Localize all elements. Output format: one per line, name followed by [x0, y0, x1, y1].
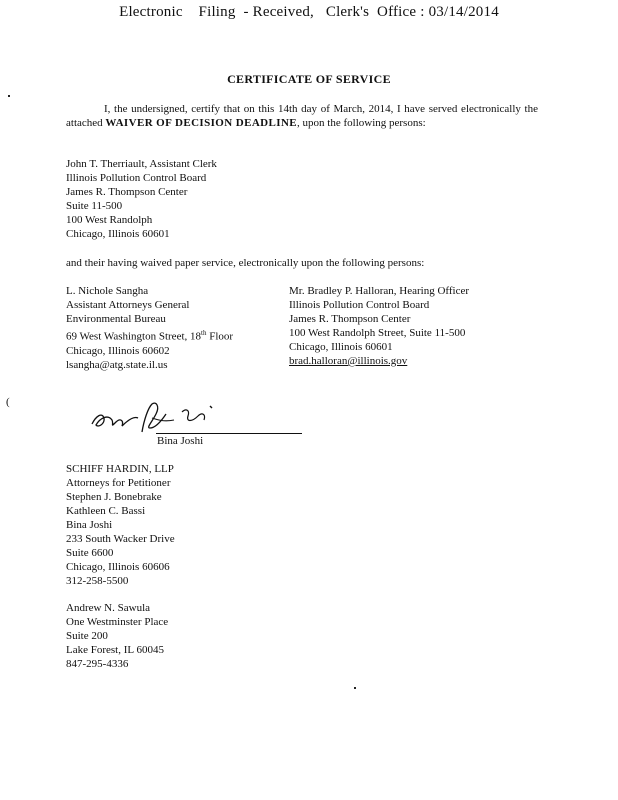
address-line: Suite 11-500 [66, 200, 123, 212]
address-line: Chicago, Illinois 60601 [66, 228, 170, 240]
party-street: 100 West Randolph Street, Suite 11-500 [289, 327, 466, 339]
party-title: Assistant Attorneys General [66, 299, 190, 311]
header-part: Office [377, 4, 417, 20]
header-part: Electronic [119, 4, 183, 20]
party-org: Illinois Pollution Control Board [289, 299, 430, 311]
street-main: 69 West Washington Street, 18 [66, 330, 202, 343]
firm-address [66, 462, 175, 588]
street-superscript: th [201, 329, 207, 337]
firm-line: Bina Joshi [66, 519, 113, 531]
party-email-link[interactable]: brad.halloran@illinois.gov [289, 355, 408, 367]
firm-line: Kathleen C. Bassi [66, 505, 146, 517]
signature-name [157, 434, 203, 448]
intro-text-end: , upon the following persons: [297, 117, 426, 129]
party-name: L. Nichole Sangha [66, 285, 149, 297]
party-city: Chicago, Illinois 60602 [66, 344, 170, 357]
address-line: 100 West Randolph [66, 214, 153, 226]
firm-line: 312-258-5500 [66, 575, 129, 587]
document-name: WAIVER OF DECISION DEADLINE [105, 117, 298, 129]
firm-line: SCHIFF HARDIN, LLP [66, 463, 174, 475]
firm-line: Attorneys for Petitioner [66, 477, 171, 489]
firm-line: Stephen J. Bonebrake [66, 491, 162, 503]
firm-line: Suite 6600 [66, 547, 114, 559]
scan-speck [8, 95, 10, 97]
header-part: Received, [252, 4, 314, 20]
address-line: James R. Thompson Center [66, 186, 188, 198]
header-part: Filing [198, 4, 236, 20]
party-building: James R. Thompson Center [289, 313, 411, 325]
scan-speck [354, 687, 356, 689]
address-line: Lake Forest, IL 60045 [66, 644, 164, 656]
party-email: lsangha@atg.state.il.us [66, 358, 168, 371]
street-end: Floor [206, 330, 234, 343]
address-line: 847-295-4336 [66, 658, 129, 670]
party-bureau: Environmental Bureau [66, 313, 166, 325]
efiling-header [0, 4, 618, 21]
firm-line: Chicago, Illinois 60606 [66, 561, 170, 573]
party-city: Chicago, Illinois 60601 [289, 341, 393, 353]
left-party-address [66, 284, 233, 372]
waived-service-text [66, 256, 424, 270]
scan-mark: ( [6, 396, 10, 408]
address-line: Suite 200 [66, 630, 108, 642]
address-line: Illinois Pollution Control Board [66, 172, 207, 184]
header-part: : [420, 4, 425, 20]
document-title: CERTIFICATE OF SERVICE [227, 72, 391, 86]
intro-text: I, the undersigned, certify that on this 14th day of March, 2014, I have served electronically the attached [66, 103, 538, 129]
second-address [66, 601, 168, 671]
header-part: 03/14/2014 [428, 4, 499, 20]
right-party-address [289, 284, 469, 368]
party-street [66, 326, 233, 344]
address-line: Andrew N. Sawula [66, 602, 151, 614]
header-part: Clerk's [325, 4, 370, 20]
signer-name: Bina Joshi [157, 435, 204, 447]
certification-paragraph [66, 102, 538, 130]
firm-line: 233 South Wacker Drive [66, 533, 175, 545]
header-part: - [243, 4, 249, 20]
waived-service-line: and their having waived paper service, electronically upon the following persons: [66, 257, 425, 269]
address-line: John T. Therriault, Assistant Clerk [66, 158, 217, 170]
party-name: Mr. Bradley P. Halloran, Hearing Officer [289, 285, 470, 297]
recipient-address [66, 157, 217, 241]
address-line: One Westminster Place [66, 616, 169, 628]
